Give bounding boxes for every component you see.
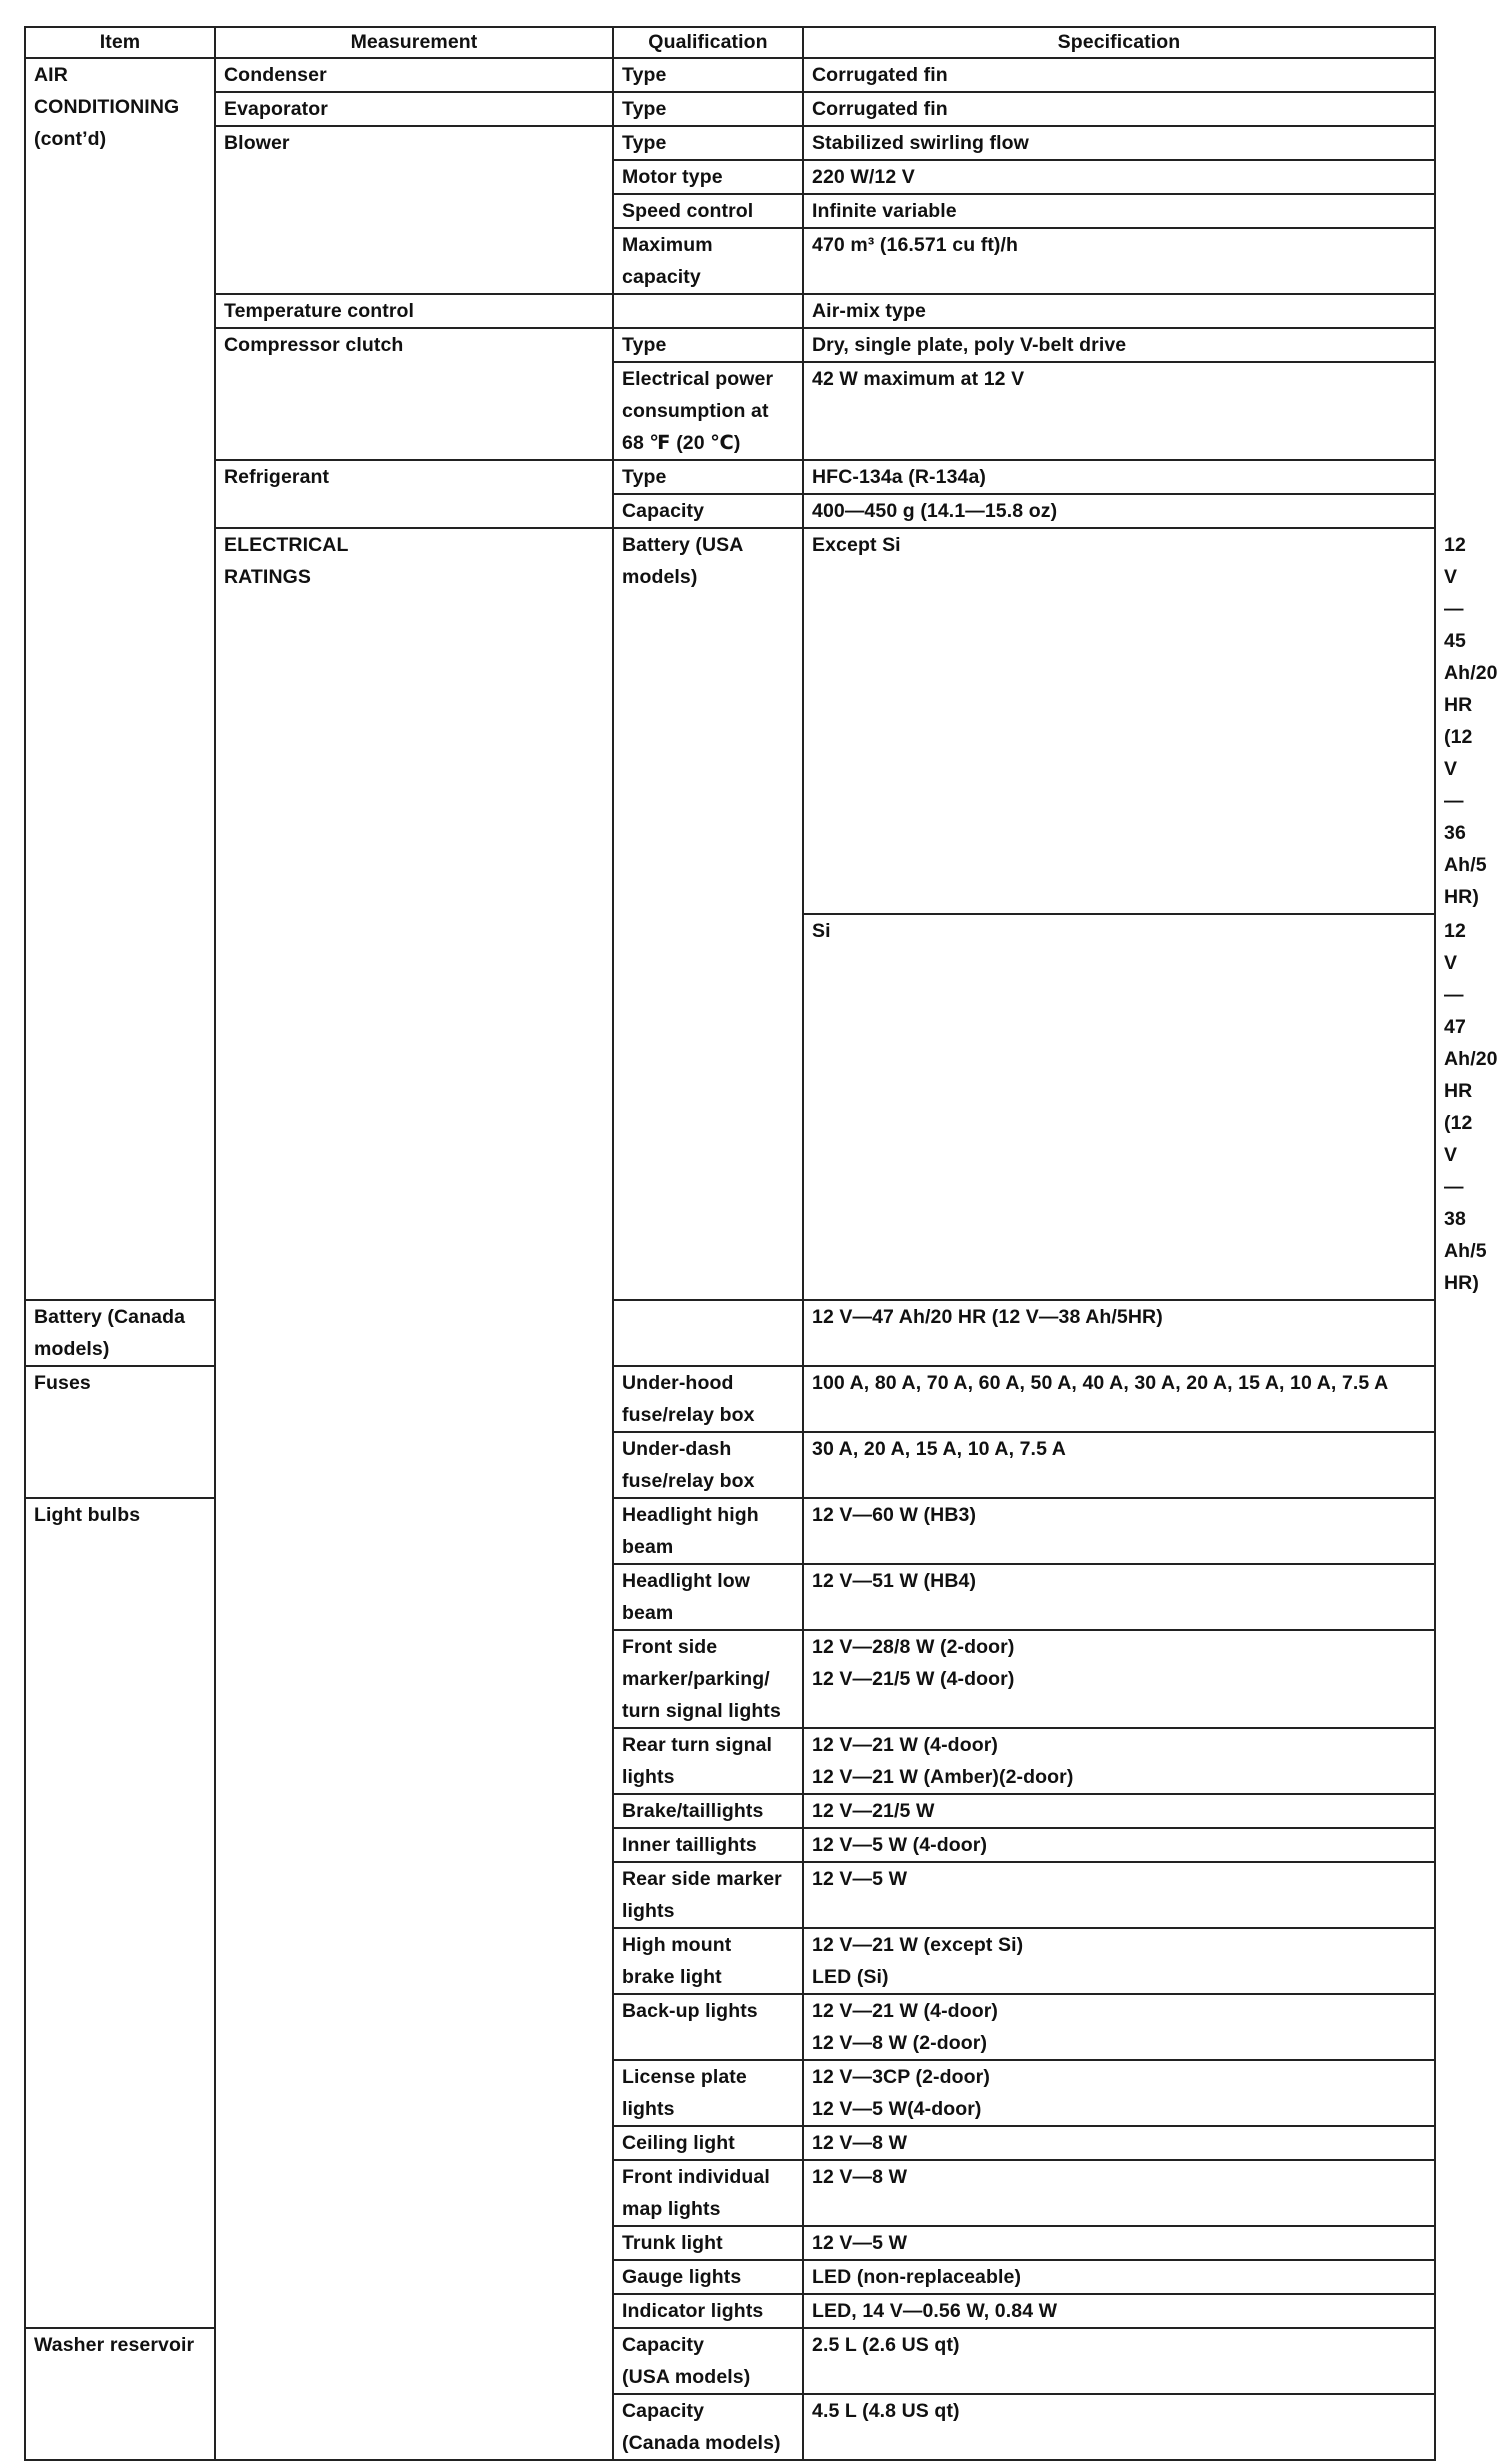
qualification-line: Capacity — [622, 2334, 705, 2356]
specification-line: LED, 14 V—0.56 W, 0.84 W — [812, 2300, 1058, 2322]
specification-cell — [803, 2294, 1435, 2328]
specification-line: 12 V—8 W — [812, 2166, 908, 2188]
qualification-cell — [613, 2260, 803, 2294]
qualification-line: Under-hood — [622, 1372, 734, 1394]
specification-cell: 30 A, 20 A, 15 A, 10 A, 7.5 A — [803, 1432, 1435, 1498]
specification-cell: 100 A, 80 A, 70 A, 60 A, 50 A, 40 A, 30 A, 20 A, 15 A, 10 A, 7.5 A — [803, 1366, 1435, 1432]
qualification-line: Front side — [622, 1636, 718, 1658]
specification-line: 12 V—21 W (Amber)(2-door) — [812, 1766, 1074, 1788]
specification-cell — [803, 2226, 1435, 2260]
measurement-blower: Blower — [215, 126, 613, 294]
table-row: Si 12 V—47 Ah/20 HR (12 V—38 Ah/5 HR) — [25, 914, 1435, 1300]
measurement-fuses: Fuses — [25, 1366, 215, 1498]
qualification-line: Headlight low — [622, 1570, 751, 1592]
qualification-line: fuse/relay box — [622, 1404, 755, 1426]
qualification-cell — [613, 2294, 803, 2328]
qualification-cell: Type — [613, 92, 803, 126]
specification-cell: Stabilized swirling flow — [803, 126, 1435, 160]
spec-page — [24, 26, 1498, 2461]
header-row — [25, 27, 1435, 58]
qualification-line: lights — [622, 1766, 675, 1788]
qualification-line: Headlight high — [622, 1504, 759, 1526]
qualification-cell — [613, 1994, 803, 2060]
specification-cell: Infinite variable — [803, 194, 1435, 228]
specification-cell: Corrugated fin — [803, 92, 1435, 126]
specification-line: 12 V—21/5 W — [812, 1800, 935, 1822]
specification-cell: 220 W/12 V — [803, 160, 1435, 194]
item-line: ELECTRICAL — [224, 534, 349, 556]
specification-cell: 4.5 L (4.8 US qt) — [803, 2394, 1435, 2460]
qualification-line: lights — [622, 1900, 675, 1922]
qualification-cell — [613, 2328, 803, 2394]
qualification-line: Inner taillights — [622, 1834, 757, 1856]
specification-cell — [803, 1994, 1435, 2060]
qualification-cell — [613, 294, 803, 328]
item-line: CONDITIONING — [34, 96, 180, 118]
qualification-cell — [613, 2226, 803, 2260]
specification-cell: 12 V—47 Ah/20 HR (12 V—38 Ah/5HR) — [803, 1300, 1435, 1366]
qualification-cell: Motor type — [613, 160, 803, 194]
qualification-cell — [613, 1728, 803, 1794]
measurement-battery-canada: Battery (Canada models) — [25, 1300, 215, 1366]
qualification-cell — [613, 1300, 803, 1366]
qualification-cell — [613, 1564, 803, 1630]
qualification-cell — [613, 2060, 803, 2126]
specification-cell — [803, 1498, 1435, 1564]
table-row — [25, 58, 1435, 92]
qualification-line: Under-dash — [622, 1438, 732, 1460]
specification-cell — [803, 2126, 1435, 2160]
table-row — [25, 328, 1435, 362]
qualification-line: High mount — [622, 1934, 732, 1956]
specification-line: 12 V—21 W (4-door) — [812, 1734, 998, 1756]
specification-cell: Air-mix type — [803, 294, 1435, 328]
specification-line: 12 V—5 W — [812, 1868, 908, 1890]
qualification-line: 68 ℉ (20 ℃) — [622, 432, 741, 454]
qualification-cell: Except Si — [803, 528, 1435, 914]
qualification-line: Gauge lights — [622, 2266, 742, 2288]
qualification-cell: Type — [613, 58, 803, 92]
qualification-line: marker/parking/ — [622, 1668, 770, 1690]
qualification-cell: Si — [803, 914, 1435, 1300]
header-qualification: Qualification — [613, 27, 803, 58]
item-air-conditioning — [25, 58, 215, 1300]
qualification-cell: Capacity — [613, 494, 803, 528]
specification-line: 12 V—28/8 W (2-door) — [812, 1636, 1015, 1658]
qualification-cell — [613, 1630, 803, 1728]
qualification-cell: Speed control — [613, 194, 803, 228]
specification-cell — [803, 2060, 1435, 2126]
specification-cell: Dry, single plate, poly V-belt drive — [803, 328, 1435, 362]
qualification-cell — [613, 2160, 803, 2226]
specification-cell: HFC-134a (R-134a) — [803, 460, 1435, 494]
specification-cell — [803, 1630, 1435, 1728]
qualification-line: Capacity — [622, 2400, 705, 2422]
specification-line: 12 V—21 W (except Si) — [812, 1934, 1024, 1956]
measurement-evaporator: Evaporator — [215, 92, 613, 126]
specification-cell — [803, 2260, 1435, 2294]
qualification-line: beam — [622, 1536, 674, 1558]
measurement-light-bulbs: Light bulbs — [25, 1498, 215, 2328]
specification-cell: Corrugated fin — [803, 58, 1435, 92]
table-row — [25, 126, 1435, 160]
specification-cell — [803, 1794, 1435, 1828]
qualification-cell — [613, 1498, 803, 1564]
specification-cell: 2.5 L (2.6 US qt) — [803, 2328, 1435, 2394]
qualification-line: Front individual — [622, 2166, 770, 2188]
specification-line: LED (Si) — [812, 1966, 889, 1988]
table-row — [25, 92, 1435, 126]
measurement-temperature-control: Temperature control — [215, 294, 613, 328]
qualification-line: Maximum — [622, 234, 713, 256]
qualification-cell: Type — [613, 126, 803, 160]
item-electrical-ratings — [215, 528, 613, 2460]
qualification-cell — [613, 1432, 803, 1498]
qualification-line: brake light — [622, 1966, 722, 1988]
specification-cell — [803, 2160, 1435, 2226]
measurement-compressor-clutch: Compressor clutch — [215, 328, 613, 460]
qualification-cell — [613, 1794, 803, 1828]
qualification-cell — [613, 1366, 803, 1432]
qualification-cell: Type — [613, 460, 803, 494]
qualification-line: Trunk light — [622, 2232, 723, 2254]
specification-line: 12 V—5 W (4-door) — [812, 1834, 988, 1856]
specification-line: 12 V—8 W (2-door) — [812, 2032, 988, 2054]
qualification-cell — [613, 228, 803, 294]
item-line: RATINGS — [224, 566, 312, 588]
specification-cell — [803, 1828, 1435, 1862]
qualification-line: capacity — [622, 266, 701, 288]
table-row — [25, 294, 1435, 328]
specification-table — [24, 26, 1498, 2461]
specification-cell: 400—450 g (14.1—15.8 oz) — [803, 494, 1435, 528]
item-line: (cont’d) — [34, 128, 107, 150]
qualification-line: beam — [622, 1602, 674, 1624]
qualification-line: (USA models) — [622, 2366, 751, 2388]
qualification-line: consumption at — [622, 400, 769, 422]
specification-line: 12 V—21 W (4-door) — [812, 2000, 998, 2022]
qualification-line: License plate — [622, 2066, 747, 2088]
specification-cell — [803, 1862, 1435, 1928]
qualification-line: lights — [622, 2098, 675, 2120]
specification-line: 12 V—8 W — [812, 2132, 908, 2154]
specification-cell: 42 W maximum at 12 V — [803, 362, 1435, 460]
qualification-line: fuse/relay box — [622, 1470, 755, 1492]
measurement-condenser: Condenser — [215, 58, 613, 92]
qualification-cell — [613, 2394, 803, 2460]
qualification-cell — [613, 362, 803, 460]
measurement-refrigerant: Refrigerant — [215, 460, 613, 528]
table-row: ELECTRICAL RATINGS Battery (USA models) Except Si 12 V—45 Ah/20 HR (12 V—36 Ah/5 HR) — [25, 528, 1435, 914]
qualification-line: map lights — [622, 2198, 721, 2220]
qualification-cell — [613, 1862, 803, 1928]
qualification-cell — [613, 1928, 803, 1994]
qualification-line: Electrical power — [622, 368, 774, 390]
qualification-line: Indicator lights — [622, 2300, 764, 2322]
measurement-washer-reservoir: Washer reservoir — [25, 2328, 215, 2460]
specification-line: 12 V—5 W — [812, 2232, 908, 2254]
measurement-battery-usa: Battery (USA models) — [613, 528, 803, 1300]
qualification-line: Rear turn signal — [622, 1734, 773, 1756]
header-measurement: Measurement — [215, 27, 613, 58]
qualification-cell — [613, 1828, 803, 1862]
qualification-cell — [613, 2126, 803, 2160]
specification-cell: 470 m³ (16.571 cu ft)/h — [803, 228, 1435, 294]
qualification-line: Ceiling light — [622, 2132, 735, 2154]
qualification-line: Back-up lights — [622, 2000, 758, 2022]
header-specification: Specification — [803, 27, 1435, 58]
specification-cell — [803, 1728, 1435, 1794]
qualification-cell: Type — [613, 328, 803, 362]
qualification-line: Rear side marker — [622, 1868, 782, 1890]
qualification-line: Brake/taillights — [622, 1800, 764, 1822]
header-item: Item — [25, 27, 215, 58]
specification-cell — [803, 1564, 1435, 1630]
qualification-line: (Canada models) — [622, 2432, 781, 2454]
specification-line: 12 V—5 W(4-door) — [812, 2098, 982, 2120]
specification-line: LED (non-replaceable) — [812, 2266, 1022, 2288]
specification-line: 12 V—51 W (HB4) — [812, 1570, 977, 1592]
qualification-line: turn signal lights — [622, 1700, 781, 1722]
specification-line: 12 V—3CP (2-door) — [812, 2066, 990, 2088]
table-row — [25, 460, 1435, 494]
item-line: AIR — [34, 64, 68, 86]
specification-line: 12 V—60 W (HB3) — [812, 1504, 977, 1526]
specification-cell — [803, 1928, 1435, 1994]
specification-line: 12 V—21/5 W (4-door) — [812, 1668, 1015, 1690]
